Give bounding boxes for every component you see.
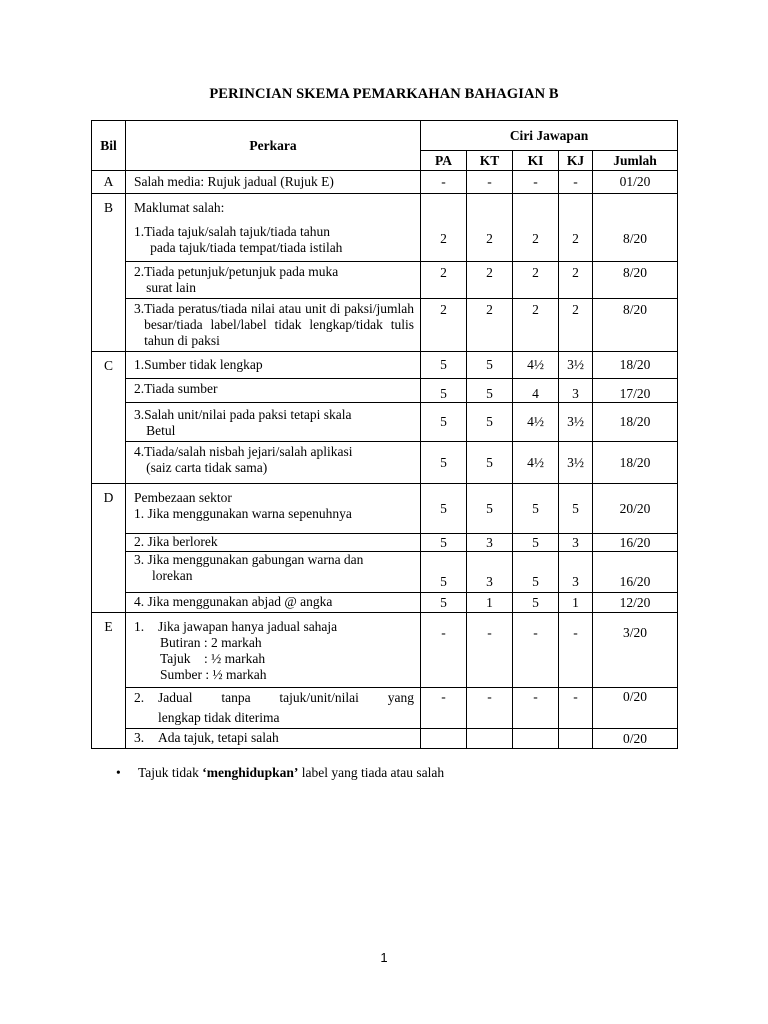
table-row — [92, 613, 678, 688]
row-text: 3. Ada tajuk, tetapi salah — [126, 729, 421, 749]
cell-pa — [421, 729, 467, 749]
row-text: 2. Jadual tanpa tajuk/unit/nilai yang lengkap tidak diterima — [126, 688, 421, 729]
cell-jumlah: 8/20 — [593, 262, 678, 299]
cell-ki: 5 — [513, 534, 559, 552]
row-text: 3. Tiada peratus/tiada nilai atau unit di paksi/jumlah besar/tiada label/label tidak lengkap/tidak tulis tahun di paksi — [126, 299, 421, 352]
cell-ki: 2 — [513, 299, 559, 352]
cell-ki: - — [513, 688, 559, 729]
cell-pa: 5 — [421, 593, 467, 613]
cell-ki: 4½ — [513, 352, 559, 379]
row-text: 4. Tiada/salah nisbah jejari/salah aplikasi (saiz carta tidak sama) — [126, 442, 421, 484]
cell-kj: 2 — [559, 194, 593, 262]
table-row — [92, 442, 678, 484]
cell-jumlah: 16/20 — [593, 552, 678, 593]
bullet-icon: • — [116, 765, 121, 780]
cell-ki: 4½ — [513, 403, 559, 442]
cell-ki: 2 — [513, 262, 559, 299]
cell-ki: 4½ — [513, 442, 559, 484]
cell-kt: - — [467, 613, 513, 688]
cell-ki: 5 — [513, 593, 559, 613]
cell-kj: 3½ — [559, 403, 593, 442]
cell-pa: 5 — [421, 552, 467, 593]
cell-kt: 2 — [467, 262, 513, 299]
cell-kt: - — [467, 171, 513, 194]
cell-kt: 5 — [467, 379, 513, 403]
cell-pa: - — [421, 688, 467, 729]
row-bil: D — [92, 484, 126, 613]
cell-kj: 5 — [559, 484, 593, 534]
marking-scheme-table — [91, 120, 678, 749]
cell-ki: - — [513, 613, 559, 688]
cell-jumlah: 20/20 — [593, 484, 678, 534]
cell-kt: 2 — [467, 194, 513, 262]
cell-pa: 2 — [421, 262, 467, 299]
cell-kt — [467, 729, 513, 749]
cell-kj: 2 — [559, 299, 593, 352]
cell-jumlah: 17/20 — [593, 379, 678, 403]
cell-ki: 5 — [513, 484, 559, 534]
header-pa: PA — [421, 151, 467, 171]
cell-kj: 1 — [559, 593, 593, 613]
row-text: Pembezaan sektor 1. Jika menggunakan warna sepenuhnya — [126, 484, 421, 534]
row-text: 1. Jika jawapan hanya jadual sahaja Butiran : 2 markah Tajuk : ½ markah Sumber : ½ markah — [126, 613, 421, 688]
cell-kj: - — [559, 688, 593, 729]
header-kt: KT — [467, 151, 513, 171]
header-perkara: Perkara — [126, 121, 421, 171]
header-kj: KJ — [559, 151, 593, 171]
row-text — [126, 194, 421, 262]
cell-kj: - — [559, 171, 593, 194]
cell-pa: 2 — [421, 194, 467, 262]
cell-kj: 3 — [559, 552, 593, 593]
table-row — [92, 403, 678, 442]
table-row — [92, 352, 678, 379]
table-row — [92, 484, 678, 534]
table-row — [92, 729, 678, 749]
cell-pa: - — [421, 613, 467, 688]
cell-jumlah: 18/20 — [593, 403, 678, 442]
table-row — [92, 299, 678, 352]
header-ki: KI — [513, 151, 559, 171]
cell-kj — [559, 729, 593, 749]
cell-pa: 5 — [421, 442, 467, 484]
cell-kt: 3 — [467, 552, 513, 593]
row-text: 1. Sumber tidak lengkap — [126, 352, 421, 379]
cell-jumlah: 18/20 — [593, 352, 678, 379]
cell-pa: 5 — [421, 484, 467, 534]
cell-kj: 3 — [559, 379, 593, 403]
list-item: 1. Tiada tajuk/salah tajuk/tiada tahun pada tajuk/tiada tempat/tiada istilah — [134, 224, 343, 255]
page-title: PERINCIAN SKEMA PEMARKAHAN BAHAGIAN B — [209, 86, 559, 102]
row-text: 3. Jika menggunakan gabungan warna dan lorekan — [126, 552, 421, 593]
cell-kj: 3½ — [559, 352, 593, 379]
cell-kj: 3 — [559, 534, 593, 552]
cell-jumlah: 0/20 — [593, 688, 678, 729]
table-row — [92, 379, 678, 403]
row-bil: B — [92, 194, 126, 352]
cell-kt: 3 — [467, 534, 513, 552]
section-heading: Maklumat salah: — [134, 200, 225, 215]
table-row — [92, 552, 678, 593]
cell-jumlah: 16/20 — [593, 534, 678, 552]
table-row — [92, 194, 678, 262]
cell-kt: 2 — [467, 299, 513, 352]
cell-kt: 1 — [467, 593, 513, 613]
table-row — [92, 262, 678, 299]
cell-ki: - — [513, 171, 559, 194]
cell-kj: - — [559, 613, 593, 688]
row-bil: E — [92, 613, 126, 749]
cell-kj: 3½ — [559, 442, 593, 484]
cell-jumlah: 3/20 — [593, 613, 678, 688]
cell-kt: 5 — [467, 403, 513, 442]
row-bil: A — [92, 171, 126, 194]
cell-kt: 5 — [467, 352, 513, 379]
table-row — [92, 688, 678, 729]
header-ciri-jawapan: Ciri Jawapan — [421, 121, 678, 151]
cell-ki: 2 — [513, 194, 559, 262]
cell-ki: 4 — [513, 379, 559, 403]
header-bil: Bil — [92, 121, 126, 171]
row-text: 3. Salah unit/nilai pada paksi tetapi skala Betul — [126, 403, 421, 442]
row-text: 4. Jika menggunakan abjad @ angka — [126, 593, 421, 613]
page-number: 1 — [380, 950, 388, 965]
cell-kt: 5 — [467, 484, 513, 534]
cell-pa: 5 — [421, 534, 467, 552]
cell-ki — [513, 729, 559, 749]
cell-pa: 2 — [421, 299, 467, 352]
cell-pa: - — [421, 171, 467, 194]
cell-jumlah: 8/20 — [593, 194, 678, 262]
cell-jumlah: 12/20 — [593, 593, 678, 613]
cell-pa: 5 — [421, 352, 467, 379]
cell-jumlah: 0/20 — [593, 729, 678, 749]
cell-jumlah: 18/20 — [593, 442, 678, 484]
table-row — [92, 593, 678, 613]
cell-ki: 5 — [513, 552, 559, 593]
cell-jumlah: 01/20 — [593, 171, 678, 194]
cell-pa: 5 — [421, 403, 467, 442]
cell-jumlah: 8/20 — [593, 299, 678, 352]
cell-kj: 2 — [559, 262, 593, 299]
row-text: Salah media: Rujuk jadual (Rujuk E) — [126, 171, 421, 194]
table-row — [92, 171, 678, 194]
row-text: 2. Tiada petunjuk/petunjuk pada muka surat lain — [126, 262, 421, 299]
row-bil: C — [92, 352, 126, 484]
row-text: 2. Jika berlorek — [126, 534, 421, 552]
header-row — [92, 121, 678, 151]
cell-kt: 5 — [467, 442, 513, 484]
row-text: 2. Tiada sumber — [126, 379, 421, 403]
table-row — [92, 534, 678, 552]
cell-pa: 5 — [421, 379, 467, 403]
header-jumlah: Jumlah — [593, 151, 678, 171]
note-text: Tajuk tidak ‘menghidupkan’ label yang tiada atau salah — [138, 765, 445, 780]
cell-kt: - — [467, 688, 513, 729]
note-bullet — [116, 765, 444, 781]
